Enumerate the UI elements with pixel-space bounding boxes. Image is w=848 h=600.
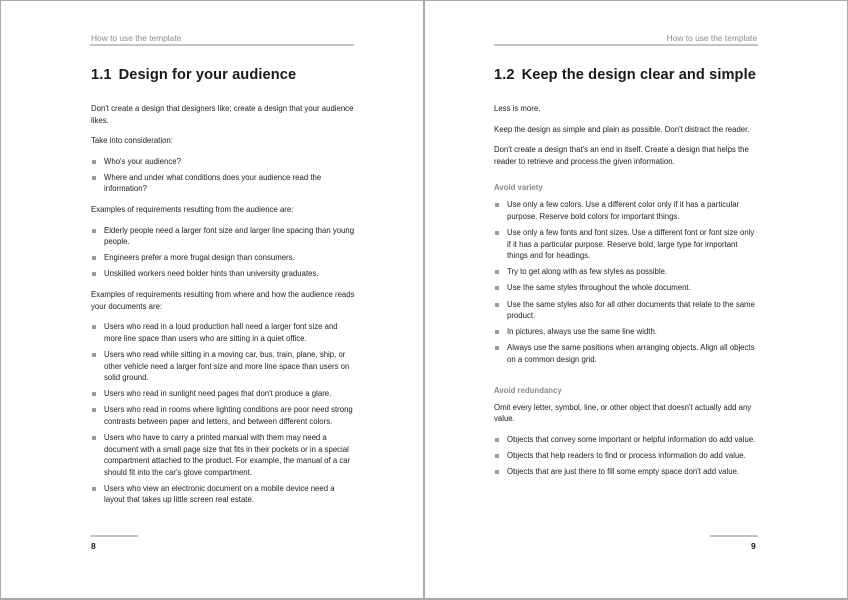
- bullet-icon: [92, 272, 96, 276]
- bullet-icon: [92, 487, 96, 491]
- list-item: Elderly people need a larger font size and larger line spacing than young people.: [91, 225, 357, 248]
- section-heading: [91, 67, 357, 83]
- section-title: Keep the design clear and simple: [521, 67, 756, 83]
- list-item: Objects that are just there to fill some empty space don't add value.: [494, 466, 760, 478]
- bullet-icon: [92, 353, 96, 357]
- list-item: Use only a few fonts and font sizes. Use a different font or font size only if it has a particular purpose. Reserve bold, large type for important things and for headings.: [494, 227, 760, 262]
- bullet-icon: [495, 454, 499, 458]
- list-item: Try to get along with as few styles as possible.: [494, 266, 760, 278]
- consider-list: [91, 156, 357, 195]
- list-item: Users who read in a loud production hall need a larger font size and more line space than users who are sitting in a quiet office.: [91, 321, 357, 344]
- section-heading: [494, 67, 760, 83]
- list-item: Objects that help readers to find or process information do add value.: [494, 450, 760, 462]
- running-header: How to use the template: [666, 33, 757, 43]
- intro-paragraph: Don't create a design that designers like; create a design that your audience likes.: [91, 104, 354, 125]
- bullet-icon: [495, 346, 499, 350]
- list-item: Who's your audience?: [91, 156, 357, 168]
- subheading-avoid-redundancy: Avoid redundancy: [494, 385, 562, 395]
- list-item: Objects that convey some important or helpful information do add value.: [494, 434, 760, 446]
- bullet-icon: [495, 438, 499, 442]
- bullet-icon: [495, 231, 499, 235]
- list-item: Users who read in sunlight need pages that don't produce a glare.: [91, 388, 357, 400]
- footer-rule: [90, 535, 138, 537]
- section-number: 1.2: [494, 67, 515, 83]
- paragraph: Less is more.: [494, 104, 541, 113]
- list-item: Always use the same positions when arranging objects. Align all objects on a common design grid.: [494, 342, 760, 365]
- bullet-icon: [495, 270, 499, 274]
- list-item: Users who read in rooms where lighting conditions are poor need strong contrasts between paper and letters, and between different colors.: [91, 404, 357, 427]
- variety-list: [494, 199, 760, 365]
- list-item: Users who read while sitting in a moving car, bus, train, plane, ship, or other vehicle need a larger font size and more line space than users on solid ground.: [91, 349, 357, 384]
- list-item: Users who have to carry a printed manual with them may need a document with a small page size that fits in their pockets or in a special compartment attached to the product. For example, the manual of a car should fit into the car's glove compartment.: [91, 432, 357, 478]
- page-number: 9: [751, 541, 756, 551]
- bullet-icon: [495, 303, 499, 307]
- redundancy-intro: Omit every letter, symbol, line, or other object that doesn't actually add any value.: [494, 402, 752, 424]
- consider-label: Take into consideration:: [91, 136, 173, 146]
- bullet-icon: [92, 392, 96, 396]
- paragraph: Don't create a design that's an end in itself. Create a design that helps the reader to retrieve and process the given information.: [494, 145, 749, 166]
- page-content: [494, 67, 760, 486]
- page-content: [91, 67, 357, 515]
- bullet-icon: [92, 436, 96, 440]
- where-list: [91, 321, 357, 506]
- bullet-icon: [495, 203, 499, 207]
- running-header: How to use the template: [91, 33, 182, 43]
- header-rule: [90, 44, 354, 46]
- bullet-icon: [495, 330, 499, 334]
- page-9: [425, 1, 847, 598]
- subheading-avoid-variety: Avoid variety: [494, 183, 543, 193]
- bullet-icon: [92, 408, 96, 412]
- list-item: Users who view an electronic document on a mobile device need a layout that takes up little screen real estate.: [91, 483, 357, 506]
- bullet-icon: [495, 286, 499, 290]
- bullet-icon: [92, 160, 96, 164]
- list-item: In pictures, always use the same line width.: [494, 326, 760, 338]
- list-item: Use the same styles also for all other documents that relate to the same product.: [494, 299, 760, 322]
- requirements-intro: Examples of requirements resulting from the audience are:: [91, 205, 294, 215]
- footer-rule: [710, 535, 758, 537]
- header-rule: [494, 44, 758, 46]
- paragraph: Keep the design as simple and plain as possible. Don't distract the reader.: [494, 124, 750, 134]
- bullet-icon: [92, 256, 96, 260]
- list-item: Use only a few colors. Use a different color only if it has a particular purpose. Reserve bold colors for important things.: [494, 199, 760, 222]
- page-8: [1, 1, 423, 598]
- section-title: Design for your audience: [118, 67, 297, 83]
- redundancy-list: [494, 434, 760, 478]
- list-item: Use the same styles throughout the whole document.: [494, 282, 760, 294]
- list-item: Where and under what conditions does your audience read the information?: [91, 172, 357, 195]
- bullet-icon: [92, 325, 96, 329]
- requirements-list: [91, 225, 357, 280]
- page-number: 8: [91, 541, 96, 551]
- list-item: Unskilled workers need bolder hints than university graduates.: [91, 268, 357, 280]
- bullet-icon: [495, 470, 499, 474]
- bullet-icon: [92, 229, 96, 233]
- section-number: 1.1: [91, 67, 112, 83]
- list-item: Engineers prefer a more frugal design than consumers.: [91, 252, 357, 264]
- where-intro[interactable]: Examples of requirements resulting from where and how the audience reads your documents are:: [91, 290, 355, 311]
- bullet-icon: [92, 176, 96, 180]
